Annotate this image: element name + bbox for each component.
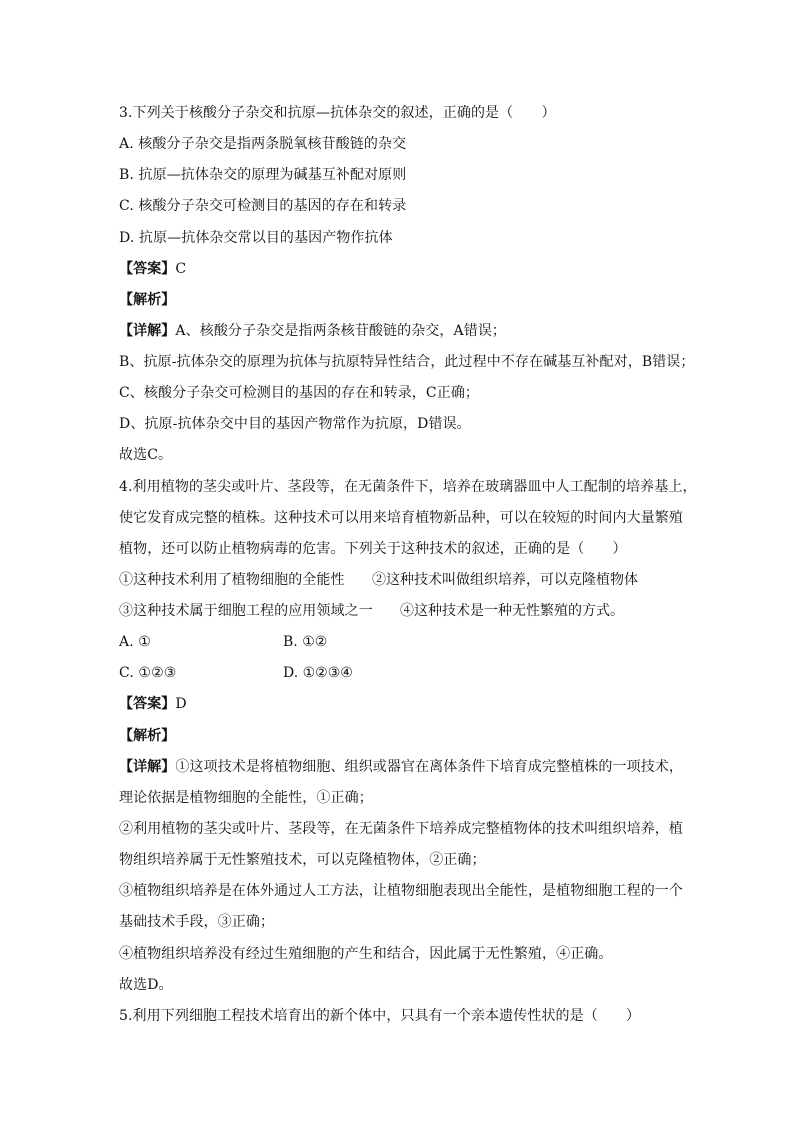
q4-statement-3: ③这种技术属于细胞工程的应用领域之一 xyxy=(119,603,373,619)
q4-statement-1: ①这种技术利用了植物细胞的全能性 xyxy=(119,572,345,588)
q3-answer xyxy=(119,260,186,278)
q4-stem-line-1: 4.利用植物的茎尖或叶片、茎段等，在无菌条件下，培养在玻璃器皿中人工配制的培养基上， xyxy=(119,479,697,495)
q4-detail-3b: 基础技术手段，③正确； xyxy=(119,914,275,930)
q4-option-c: C. ①②③ xyxy=(119,665,177,681)
detail-tag: 【详解】 xyxy=(119,759,176,775)
q3-detail-1 xyxy=(119,322,506,340)
detail-tag: 【详解】 xyxy=(119,323,176,339)
q3-option-b: B. 抗原—抗体杂交的原理为碱基互补配对原则 xyxy=(119,167,407,183)
q4-detail-4: ④植物组织培养没有经过生殖细胞的产生和结合，因此属于无性繁殖，④正确。 xyxy=(119,946,613,962)
q4-conclusion: 故选D。 xyxy=(119,977,173,993)
answer-tag: 【答案】 xyxy=(119,696,176,712)
q3-detail-2: B、抗原-抗体杂交的原理为抗体与抗原特异性结合，此过程中不存在碱基互补配对，B错误； xyxy=(119,354,695,370)
q4-option-a: A. ① xyxy=(119,634,151,650)
q4-stem-line-2: 使它发育成完整的植株。这种技术可以用来培育植物新品种，可以在较短的时间内大量繁殖 xyxy=(119,510,683,526)
q4-detail-1a xyxy=(119,758,683,776)
q3-detail-4: D、抗原-抗体杂交中目的基因产物常作为抗原，D错误。 xyxy=(119,416,471,432)
q4-statement-2: ②这种技术叫做组织培养，可以克隆植物体 xyxy=(372,572,638,588)
q4-detail-3a: ③植物组织培养是在体外通过人工方法，让植物细胞表现出全能性，是植物细胞工程的一个 xyxy=(119,883,683,899)
q4-detail-2a: ②利用植物的茎尖或叶片、茎段等，在无菌条件下培养成完整植物体的技术叫组织培养，植 xyxy=(119,821,683,837)
detail-text: A、核酸分子杂交是指两条核苷酸链的杂交，A错误； xyxy=(175,323,507,339)
q5-stem: 5.利用下列细胞工程技术培育出的新个体中，只具有一个亲本遗传性状的是（ ） xyxy=(119,1008,641,1024)
detail-text: ①这项技术是将植物细胞、组织或器官在离体条件下培育成完整植株的一项技术， xyxy=(175,759,684,775)
answer-value: D xyxy=(175,696,187,712)
q3-conclusion: 故选C。 xyxy=(119,447,173,463)
q4-detail-2b: 物组织培养属于无性繁殖技术，可以克隆植物体，②正确； xyxy=(119,852,486,868)
q3-option-d: D. 抗原—抗体杂交常以目的基因产物作抗体 xyxy=(119,230,393,246)
q3-option-a: A. 核酸分子杂交是指两条脱氧核苷酸链的杂交 xyxy=(119,136,407,152)
q4-stem-line-3: 植物，还可以防止植物病毒的危害。下列关于这种技术的叙述，正确的是（ ） xyxy=(119,541,627,557)
q3-stem: 3.下列关于核酸分子杂交和抗原—抗体杂交的叙述，正确的是（ ） xyxy=(119,105,556,121)
q3-option-c: C. 核酸分子杂交可检测目的基因的存在和转录 xyxy=(119,198,407,214)
q4-option-d: D. ①②③④ xyxy=(283,665,353,681)
q4-analysis-tag: 【解析】 xyxy=(119,728,176,744)
q3-analysis-tag: 【解析】 xyxy=(119,292,176,308)
answer-value: C xyxy=(175,261,187,277)
q4-statement-4: ④这种技术是一种无性繁殖的方式。 xyxy=(400,603,624,619)
q4-detail-1b: 理论依据是植物细胞的全能性，①正确； xyxy=(119,790,373,806)
answer-tag: 【答案】 xyxy=(119,261,176,277)
q4-answer xyxy=(119,695,187,713)
q3-detail-3: C、核酸分子杂交可检测目的基因的存在和转录，C正确； xyxy=(119,385,480,401)
q4-option-b: B. ①② xyxy=(283,634,328,650)
